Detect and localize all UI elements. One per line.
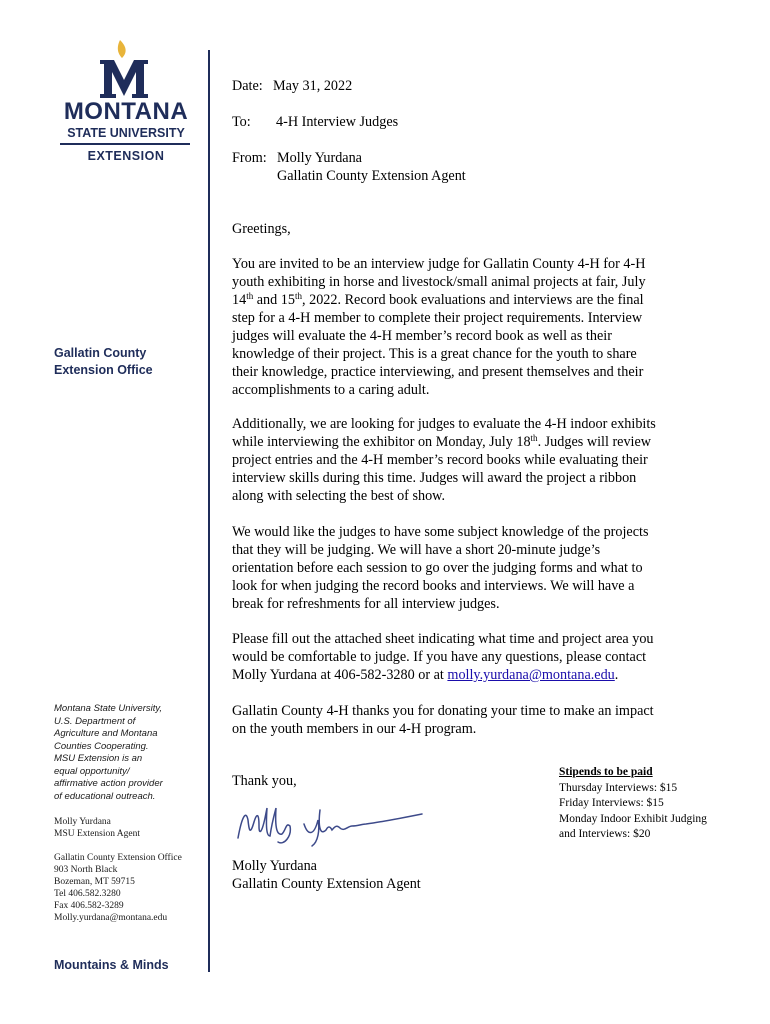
paragraph-contact bbox=[232, 630, 692, 684]
from-title: Gallatin County Extension Agent bbox=[277, 168, 466, 184]
p5-line: on the youth members in our 4-H program. bbox=[232, 721, 477, 737]
office-contact-line: Gallatin County Extension Office bbox=[54, 853, 182, 863]
p2-line: project entries and the 4-H member’s record books while evaluating their bbox=[232, 452, 648, 468]
logo-montana: MONTANA bbox=[63, 98, 189, 125]
office-fax: Fax 406.582-3289 bbox=[54, 901, 124, 911]
stipend-item: and Interviews: $20 bbox=[559, 828, 651, 840]
p1-line: step for a 4-H member to complete their project requirements. Interview bbox=[232, 310, 643, 326]
p1-line: 14th and 15th, 2022. Record book evaluations and interviews are the final bbox=[232, 291, 644, 308]
disclaimer-line: Counties Cooperating. bbox=[54, 740, 149, 752]
agent-contact bbox=[54, 816, 140, 840]
greeting: Greetings, bbox=[232, 221, 291, 237]
p3-line: break for refreshments for all interview judges. bbox=[232, 596, 500, 612]
signatory bbox=[232, 857, 421, 893]
paragraph-invitation bbox=[232, 255, 692, 399]
office-email[interactable]: Molly.yurdana@montana.edu bbox=[54, 913, 168, 923]
logo-m-icon bbox=[100, 60, 148, 98]
stipend-item: Monday Indoor Exhibit Judging bbox=[559, 812, 707, 825]
date-label: Date: bbox=[232, 78, 263, 94]
from-row bbox=[232, 149, 362, 167]
signature bbox=[232, 796, 428, 852]
p3-line: that they will be judging. We will have a short 20-minute judge’s bbox=[232, 542, 601, 558]
p5-line: Gallatin County 4-H thanks you for donating your time to make an impact bbox=[232, 703, 654, 719]
signatory-name: Molly Yurdana bbox=[232, 858, 317, 874]
p4-line: would be comfortable to judge. If you have any questions, please contact bbox=[232, 649, 647, 665]
logo-state-university: STATE UNIVERSITY bbox=[67, 126, 185, 140]
p4-line: Molly Yurdana at 406-582-3280 or at molly.yurdana@montana.edu. bbox=[232, 667, 619, 683]
signature-text: Molly Yurdana bbox=[232, 796, 238, 797]
p1-line: You are invited to be an interview judge for Gallatin County 4-H for 4-H bbox=[232, 256, 646, 272]
p1-line: accomplishments to a caring adult. bbox=[232, 382, 430, 398]
vertical-divider bbox=[208, 50, 210, 972]
p1-line: knowledge of their project. This is a great chance for the youth to share bbox=[232, 346, 637, 362]
office-name bbox=[54, 345, 153, 379]
from-label: From: bbox=[232, 150, 267, 166]
date-value: May 31, 2022 bbox=[273, 78, 353, 94]
office-contact-line: Bozeman, MT 59715 bbox=[54, 877, 135, 887]
p2-line: Additionally, we are looking for judges to evaluate the 4-H indoor exhibits bbox=[232, 416, 656, 432]
office-line-1: Gallatin County bbox=[54, 346, 147, 360]
logo-extension: EXTENSION bbox=[87, 149, 165, 163]
p3-line: orientation before each session to go over the judging forms and what to bbox=[232, 560, 643, 576]
p1-line: youth exhibiting in horse and livestock/small animal projects at fair, July bbox=[232, 274, 646, 290]
logo-flame-icon bbox=[118, 40, 126, 58]
p1-line: judges will evaluate the 4-H member’s record book as well as their bbox=[232, 328, 612, 344]
agent-title: MSU Extension Agent bbox=[54, 829, 141, 839]
logo-divider bbox=[60, 143, 190, 145]
email-link[interactable]: molly.yurdana@montana.edu bbox=[447, 667, 615, 683]
p3-line: look for when judging the record books and interviews. We will have a bbox=[232, 578, 635, 594]
p2-line: along with selecting the best of show. bbox=[232, 488, 446, 504]
p2-line: interview skills during this time. Judges will award the project a ribbon bbox=[232, 470, 637, 486]
disclaimer-line: of educational outreach. bbox=[54, 790, 156, 802]
disclaimer-line: U.S. Department of bbox=[54, 715, 136, 727]
paragraph-indoor-exhibits bbox=[232, 415, 692, 505]
office-contact-line: 903 North Black bbox=[54, 865, 118, 875]
agent-name: Molly Yurdana bbox=[54, 817, 111, 827]
disclaimer-line: affirmative action provider bbox=[54, 778, 163, 789]
closing: Thank you, bbox=[232, 773, 297, 789]
p4-line: Please fill out the attached sheet indicating what time and project area you bbox=[232, 631, 654, 647]
msu-logo-mark bbox=[96, 40, 152, 100]
stipends-box bbox=[559, 765, 707, 843]
disclaimer-line: Montana State University, bbox=[54, 703, 163, 714]
disclaimer-line: Agriculture and Montana bbox=[54, 728, 158, 739]
paragraph-subject-knowledge bbox=[232, 523, 692, 613]
stipend-item: Thursday Interviews: $15 bbox=[559, 781, 678, 794]
date-row bbox=[232, 77, 352, 95]
from-value: Molly Yurdana bbox=[277, 150, 362, 166]
office-phone: Tel 406.582.3280 bbox=[54, 889, 121, 899]
to-value: 4-H Interview Judges bbox=[276, 114, 399, 130]
p3-line: We would like the judges to have some subject knowledge of the projects bbox=[232, 524, 649, 540]
tagline: Mountains & Minds bbox=[54, 958, 169, 972]
stipend-item: Friday Interviews: $15 bbox=[559, 797, 664, 809]
disclaimer-line: MSU Extension is an bbox=[54, 753, 143, 764]
signatory-title: Gallatin County Extension Agent bbox=[232, 876, 421, 892]
to-row bbox=[232, 113, 398, 131]
to-label: To: bbox=[232, 114, 251, 130]
disclaimer-line: equal opportunity/ bbox=[54, 765, 130, 777]
eeo-disclaimer bbox=[54, 703, 204, 803]
office-line-2: Extension Office bbox=[54, 363, 153, 377]
paragraph-thanks bbox=[232, 702, 692, 738]
office-contact bbox=[54, 852, 182, 924]
stipends-heading: Stipends to be paid bbox=[559, 766, 653, 778]
p1-line: their knowledge, practice interviewing, and present themselves and their bbox=[232, 364, 644, 380]
p2-line: while interviewing the exhibitor on Monday, July 18th. Judges will review bbox=[232, 433, 652, 450]
